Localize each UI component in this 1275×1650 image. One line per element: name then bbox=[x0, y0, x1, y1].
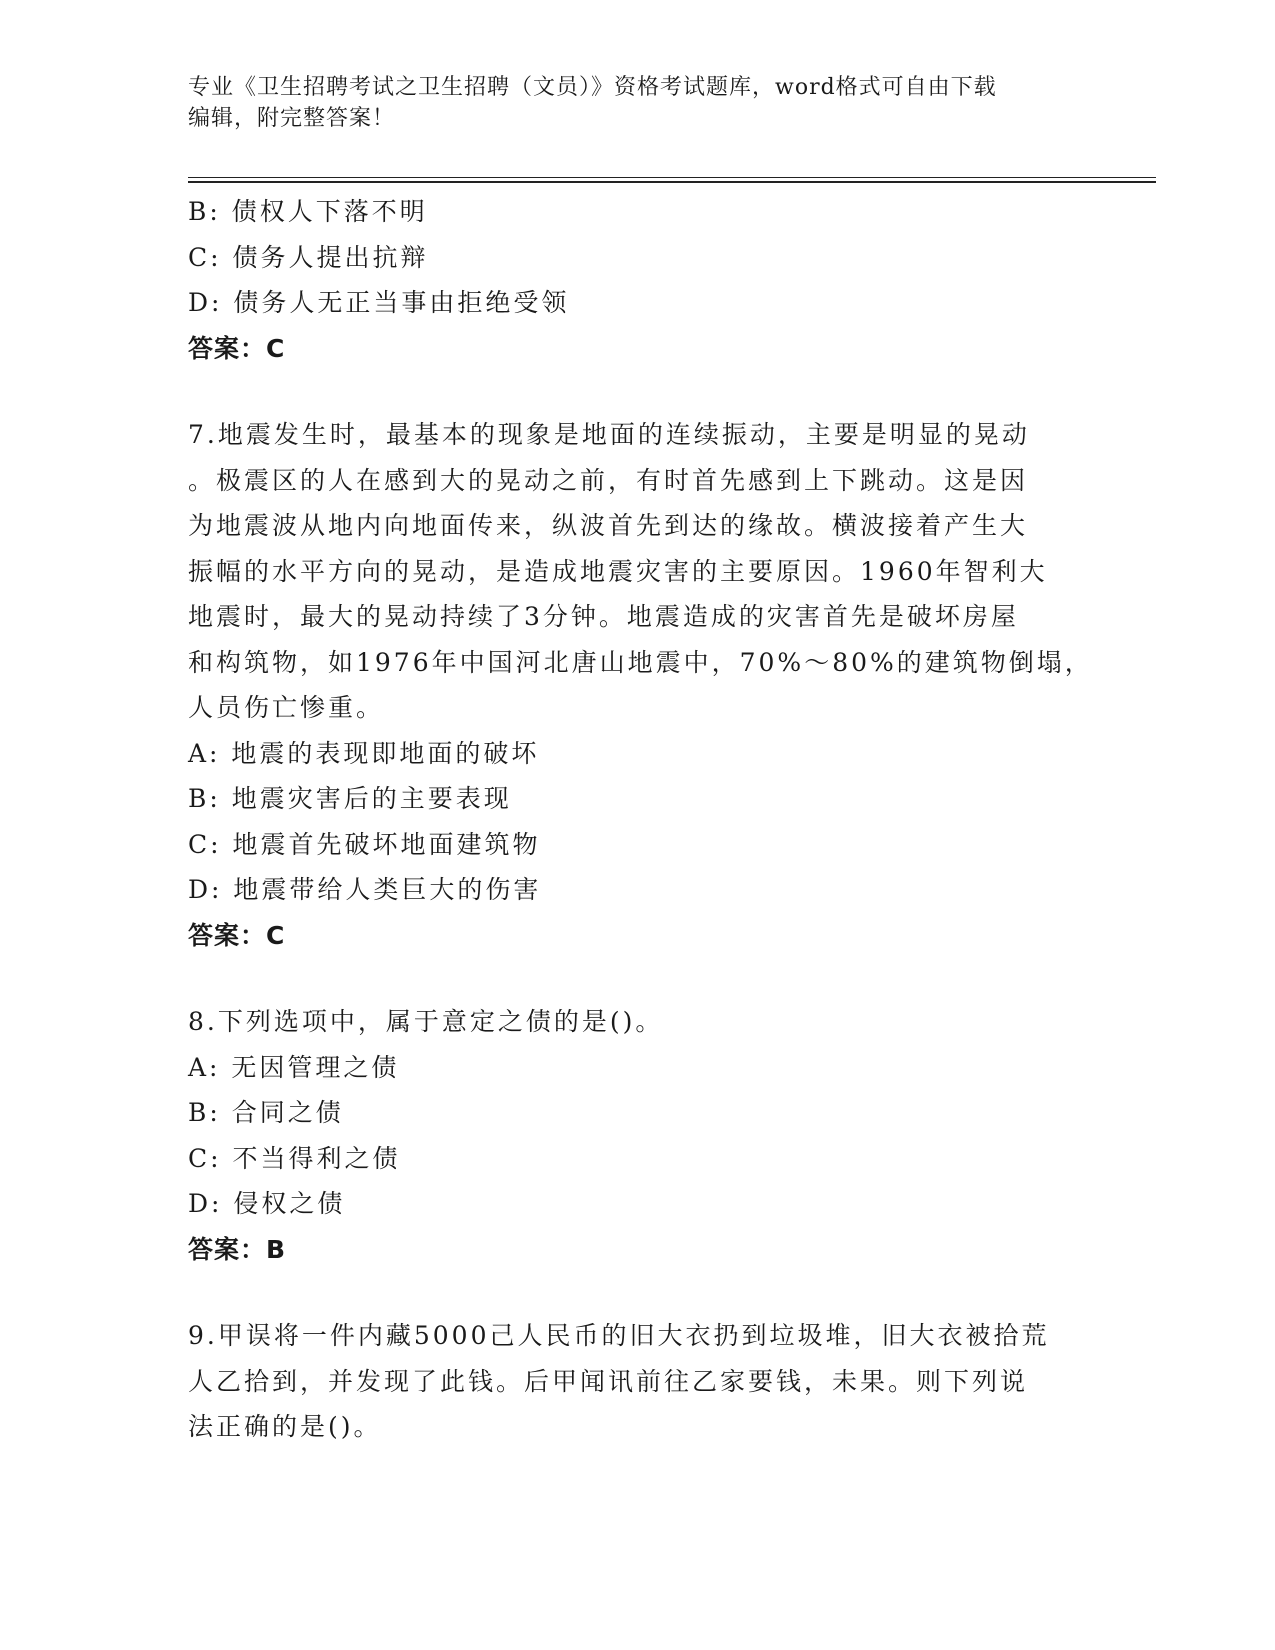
question-8 bbox=[188, 999, 1088, 1272]
header-divider-thick bbox=[188, 181, 1156, 183]
question-stem-line: 7.地震发生时，最基本的现象是地面的连续振动，主要是明显的晃动 bbox=[188, 420, 1030, 449]
spacer bbox=[188, 1272, 1088, 1313]
document-header bbox=[188, 72, 1088, 134]
option-c: C: 债务人提出抗辩 bbox=[188, 242, 429, 272]
header-line-2: 编辑，附完整答案！ bbox=[188, 106, 396, 131]
answer-label: 答案：C bbox=[188, 920, 286, 950]
option-b: B: 合同之债 bbox=[188, 1098, 344, 1127]
question-stem-line: 和构筑物，如1976年中国河北唐山地震中，70%～80%的建筑物倒塌， bbox=[188, 647, 1093, 677]
question-stem-line: 人员伤亡惨重。 bbox=[188, 693, 385, 722]
question-stem-line: 人乙拾到，并发现了此钱。后甲闻讯前往乙家要钱，未果。则下列说 bbox=[188, 1366, 1029, 1396]
question-stem-line: 法正确的是()。 bbox=[188, 1412, 382, 1441]
spacer bbox=[188, 958, 1088, 999]
question-stem-line: 地震时，最大的晃动持续了3分钟。地震造成的灾害首先是破坏房屋 bbox=[188, 602, 1019, 631]
header-line-1: 专业《卫生招聘考试之卫生招聘（文员）》资格考试题库，word格式可自由下载 bbox=[188, 75, 997, 100]
option-d: D: 地震带给人类巨大的伤害 bbox=[188, 875, 542, 904]
question-9 bbox=[188, 1313, 1088, 1450]
option-c: C: 不当得利之债 bbox=[188, 1143, 401, 1173]
option-b: B: 债权人下落不明 bbox=[188, 197, 428, 226]
header-divider-thin bbox=[188, 177, 1156, 178]
answer-label: 答案：C bbox=[188, 333, 286, 363]
option-d: D: 侵权之债 bbox=[188, 1189, 346, 1218]
option-a: A: 地震的表现即地面的破坏 bbox=[188, 738, 540, 768]
option-c: C: 地震首先破坏地面建筑物 bbox=[188, 829, 541, 859]
question-stem-line: 。极震区的人在感到大的晃动之前，有时首先感到上下跳动。这是因 bbox=[188, 465, 1029, 495]
previous-question bbox=[188, 189, 1088, 371]
option-b: B: 地震灾害后的主要表现 bbox=[188, 784, 512, 813]
question-7 bbox=[188, 412, 1093, 958]
option-a: A: 无因管理之债 bbox=[188, 1052, 400, 1082]
question-stem-line: 为地震波从地内向地面传来，纵波首先到达的缘故。横波接着产生大 bbox=[188, 511, 1029, 540]
question-content bbox=[188, 189, 1093, 1450]
question-stem-line: 振幅的水平方向的晃动，是造成地震灾害的主要原因。1960年智利大 bbox=[188, 556, 1048, 586]
option-d: D: 债务人无正当事由拒绝受领 bbox=[188, 288, 570, 317]
spacer bbox=[188, 371, 1088, 412]
question-stem: 8.下列选项中，属于意定之债的是()。 bbox=[188, 1007, 664, 1036]
question-stem-line: 9.甲误将一件内藏5000己人民币的旧大衣扔到垃圾堆，旧大衣被拾荒 bbox=[188, 1321, 1050, 1350]
answer-label: 答案：B bbox=[188, 1234, 287, 1264]
